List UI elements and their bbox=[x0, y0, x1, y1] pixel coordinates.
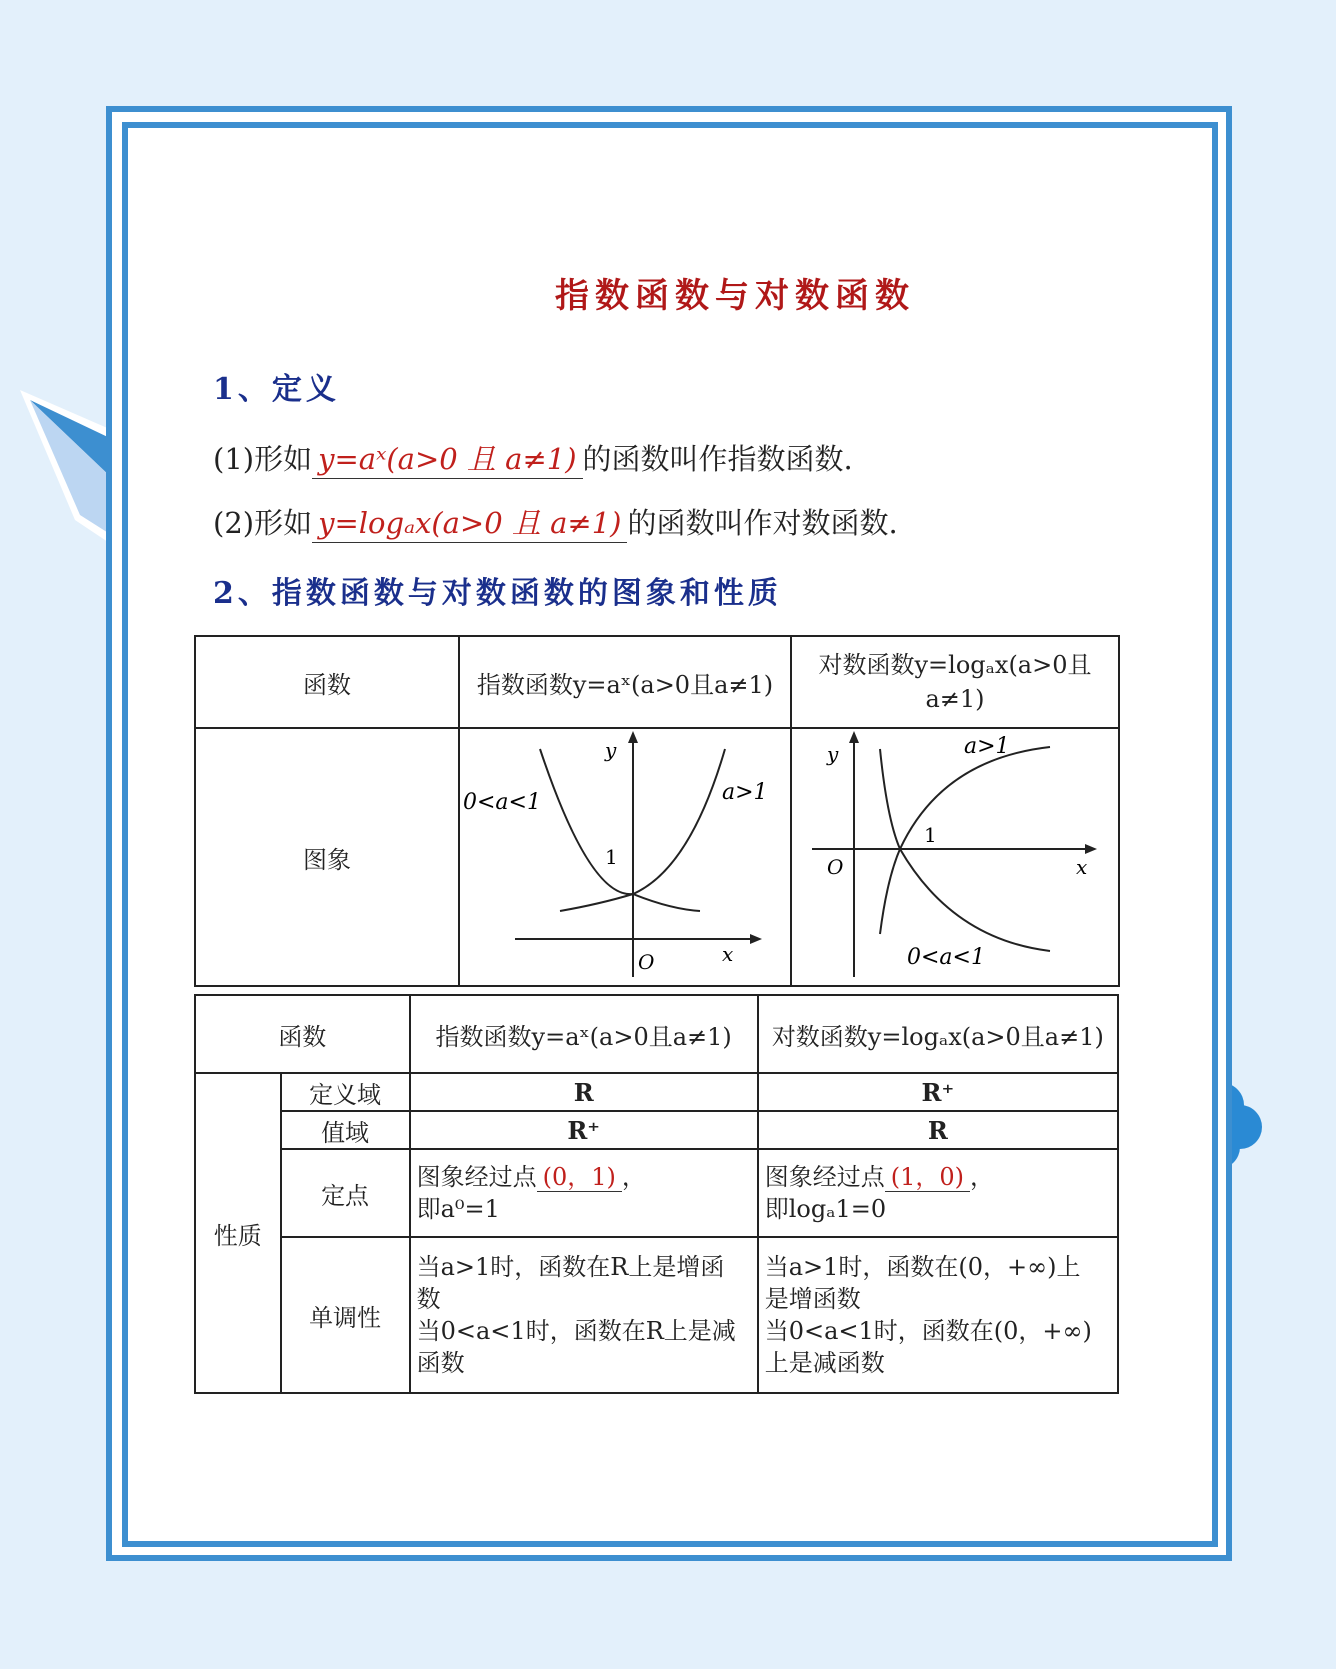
graph-table bbox=[194, 635, 1120, 987]
t2-log-fixed-point bbox=[758, 1149, 1118, 1237]
t2-group-properties: 性质 bbox=[195, 1073, 281, 1393]
def2-formula: y=logₐx(a>0 且 a≠1) bbox=[312, 501, 627, 543]
t2-log-mono-3: 当0<a<1时，函数在(0，+∞) bbox=[764, 1317, 1092, 1345]
t2-label-fixed-point: 定点 bbox=[281, 1149, 410, 1237]
exp-label-left: 0<a<1 bbox=[463, 790, 541, 815]
t1-header-exp: 指数函数y=aˣ(a>0且a≠1) bbox=[459, 636, 791, 728]
t2-exp-fixed-prefix: 图象经过点 bbox=[416, 1163, 537, 1191]
t1-header-log-line1: 对数函数y=logₐx(a>0且 bbox=[818, 651, 1092, 679]
section-heading-definition: 1、定义 bbox=[213, 372, 340, 407]
t1-header-function: 函数 bbox=[195, 636, 459, 728]
t1-row-graph-label: 图象 bbox=[195, 728, 459, 986]
t2-label-range: 值域 bbox=[281, 1111, 410, 1149]
t2-header-exp: 指数函数y=aˣ(a>0且a≠1) bbox=[410, 995, 758, 1073]
log-x-arrow bbox=[1085, 844, 1097, 854]
log-label-y: y bbox=[827, 742, 839, 766]
log-label-bottom: 0<a<1 bbox=[907, 945, 985, 970]
exp-label-x: x bbox=[722, 942, 734, 966]
t2-log-fixed-comma: ， bbox=[969, 1163, 994, 1191]
log-graph-cell bbox=[791, 728, 1119, 986]
t2-exp-fixed-comma: ， bbox=[621, 1163, 646, 1191]
def2-prefix: (2)形如 bbox=[213, 506, 313, 540]
exp-y-arrow bbox=[628, 731, 638, 743]
definition-exponential bbox=[213, 437, 853, 479]
t1-header-log-line2: a≠1) bbox=[925, 685, 985, 713]
t2-exp-mono-4: 函数 bbox=[416, 1349, 465, 1377]
def1-formula: y=aˣ(a>0 且 a≠1) bbox=[312, 437, 582, 479]
t2-exp-mono-2: 数 bbox=[416, 1285, 441, 1313]
log-label-top: a>1 bbox=[964, 734, 1010, 759]
log-label-one: 1 bbox=[924, 823, 937, 847]
t2-exp-monotonicity bbox=[410, 1237, 758, 1393]
log-label-x: x bbox=[1076, 855, 1088, 879]
exp-function-graph bbox=[460, 729, 790, 979]
t2-header-function: 函数 bbox=[195, 995, 410, 1073]
t2-exp-fixed-point bbox=[410, 1149, 758, 1237]
page-title: 指数函数与对数函数 bbox=[555, 276, 915, 316]
t2-log-domain: R⁺ bbox=[758, 1073, 1118, 1111]
exp-label-y: y bbox=[605, 738, 617, 762]
t2-log-fixed-line2: 即logₐ1=0 bbox=[764, 1195, 887, 1223]
t1-header-log bbox=[791, 636, 1119, 728]
t2-exp-domain: R bbox=[410, 1073, 758, 1111]
t2-exp-mono-3: 当0<a<1时，函数在R上是减 bbox=[416, 1317, 736, 1345]
exp-curve-decreasing bbox=[540, 749, 700, 911]
t2-exp-mono-1: 当a>1时，函数在R上是增函 bbox=[416, 1253, 725, 1281]
exp-label-one: 1 bbox=[605, 845, 618, 869]
t2-log-mono-4: 上是减函数 bbox=[764, 1349, 885, 1377]
exp-x-arrow bbox=[750, 934, 762, 944]
section-heading-graphs: 2、指数函数与对数函数的图象和性质 bbox=[213, 576, 782, 611]
t2-exp-fixed-point-value: (0，1) bbox=[537, 1163, 622, 1192]
exp-curve-increasing bbox=[560, 749, 725, 911]
t2-log-monotonicity bbox=[758, 1237, 1118, 1393]
definition-logarithmic bbox=[213, 501, 898, 543]
log-y-arrow bbox=[849, 731, 859, 743]
log-curve-increasing bbox=[880, 747, 1050, 934]
log-function-graph bbox=[792, 729, 1118, 979]
exp-graph-cell bbox=[459, 728, 791, 986]
t2-log-mono-1: 当a>1时，函数在(0，+∞)上 bbox=[764, 1253, 1081, 1281]
log-label-origin: O bbox=[827, 855, 844, 879]
t2-exp-fixed-line2: 即a⁰=1 bbox=[416, 1195, 500, 1223]
def1-suffix: 的函数叫作指数函数. bbox=[582, 442, 853, 476]
t2-log-range: R bbox=[758, 1111, 1118, 1149]
exp-label-origin: O bbox=[638, 950, 655, 974]
t2-label-domain: 定义域 bbox=[281, 1073, 410, 1111]
properties-table bbox=[194, 994, 1119, 1394]
def2-suffix: 的函数叫作对数函数. bbox=[627, 506, 898, 540]
exp-label-right: a>1 bbox=[722, 780, 768, 805]
def1-prefix: (1)形如 bbox=[213, 442, 313, 476]
t2-label-monotonicity: 单调性 bbox=[281, 1237, 410, 1393]
t2-log-fixed-point-value: (1，0) bbox=[885, 1163, 970, 1192]
t2-exp-range: R⁺ bbox=[410, 1111, 758, 1149]
t2-log-fixed-prefix: 图象经过点 bbox=[764, 1163, 885, 1191]
t2-header-log: 对数函数y=logₐx(a>0且a≠1) bbox=[758, 995, 1118, 1073]
t2-log-mono-2: 是增函数 bbox=[764, 1285, 861, 1313]
